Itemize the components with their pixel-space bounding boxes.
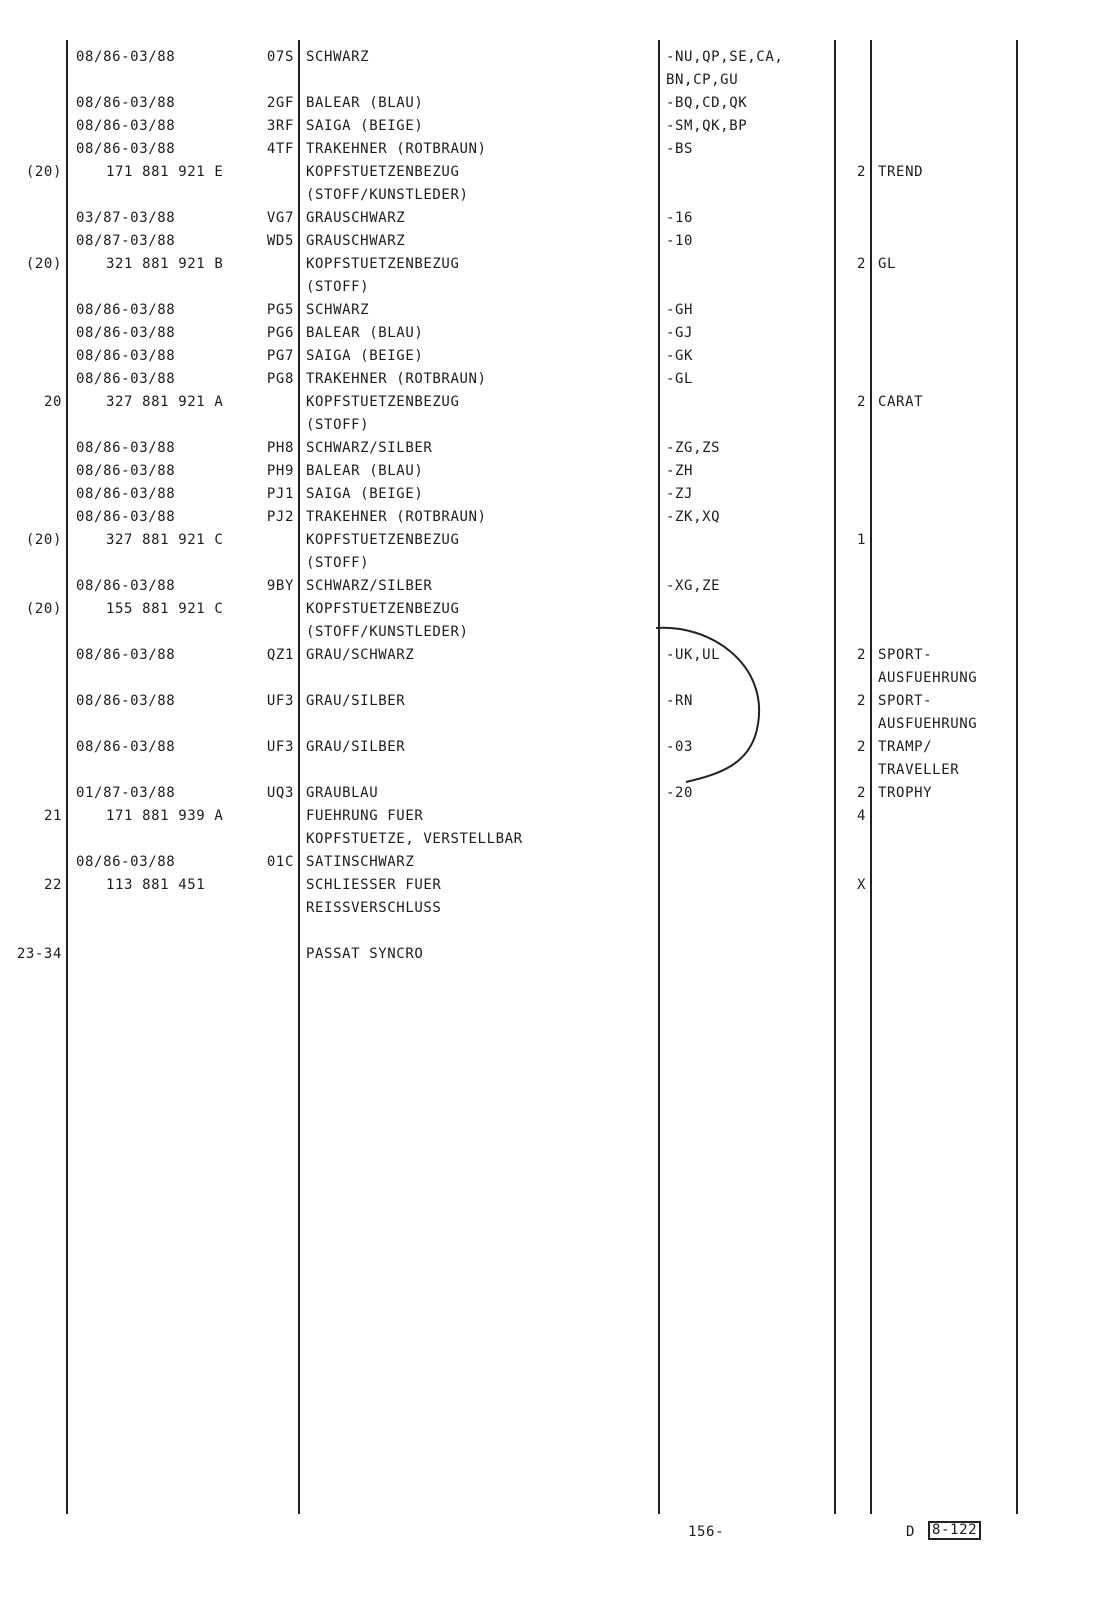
part-description: SCHWARZ/SILBER — [306, 578, 433, 594]
quantity: 4 — [856, 808, 866, 824]
quantity: 2 — [856, 785, 866, 801]
remark: TRAVELLER — [878, 762, 960, 778]
part-description: KOPFSTUETZENBEZUG — [306, 394, 460, 410]
color-code: QZ1 — [266, 647, 294, 663]
validity-dates: 08/86-03/88 — [76, 463, 176, 479]
color-code: PG8 — [266, 371, 294, 387]
part-description: KOPFSTUETZENBEZUG — [306, 532, 460, 548]
part-number: 155 881 921 C — [106, 601, 224, 617]
color-code: 4TF — [266, 141, 294, 157]
part-description: KOPFSTUETZENBEZUG — [306, 601, 460, 617]
equipment-codes: -GK — [666, 348, 694, 364]
equipment-codes: -RN — [666, 693, 694, 709]
remark: TROPHY — [878, 785, 933, 801]
color-code: 2GF — [266, 95, 294, 111]
part-description: GRAU/SCHWARZ — [306, 647, 415, 663]
part-description: BALEAR (BLAU) — [306, 95, 424, 111]
equipment-codes: -SM,QK,BP — [666, 118, 748, 134]
part-number: 327 881 921 A — [106, 394, 224, 410]
equipment-codes: -GH — [666, 302, 694, 318]
color-code: 9BY — [266, 578, 294, 594]
column-divider — [1016, 40, 1018, 1514]
validity-dates: 08/86-03/88 — [76, 302, 176, 318]
validity-dates: 08/86-03/88 — [76, 509, 176, 525]
column-divider — [66, 40, 68, 1514]
part-description: SAIGA (BEIGE) — [306, 486, 424, 502]
equipment-codes: -NU,QP,SE,CA, — [666, 49, 784, 65]
color-code: UQ3 — [266, 785, 294, 801]
position-number: 23-34 — [16, 946, 62, 962]
part-description: GRAU/SILBER — [306, 739, 406, 755]
equipment-codes: -ZK,XQ — [666, 509, 721, 525]
validity-dates: 08/86-03/88 — [76, 348, 176, 364]
position-number: (20) — [25, 256, 62, 272]
color-code: PH9 — [266, 463, 294, 479]
part-description: GRAUSCHWARZ — [306, 210, 406, 226]
validity-dates: 03/87-03/88 — [76, 210, 176, 226]
quantity: 1 — [856, 532, 866, 548]
validity-dates: 08/86-03/88 — [76, 325, 176, 341]
position-number: (20) — [25, 601, 62, 617]
part-description: GRAUBLAU — [306, 785, 379, 801]
position-number: (20) — [25, 164, 62, 180]
equipment-codes: BN,CP,GU — [666, 72, 739, 88]
color-code: PH8 — [266, 440, 294, 456]
equipment-codes: -XG,ZE — [666, 578, 721, 594]
remark: GL — [878, 256, 897, 272]
color-code: 01C — [266, 854, 294, 870]
color-code: WD5 — [266, 233, 294, 249]
equipment-codes: -ZG,ZS — [666, 440, 721, 456]
part-description: SCHWARZ — [306, 302, 370, 318]
quantity: 2 — [856, 256, 866, 272]
validity-dates: 08/86-03/88 — [76, 693, 176, 709]
remark: TRAMP/ — [878, 739, 933, 755]
part-description: TRAKEHNER (ROTBRAUN) — [306, 141, 487, 157]
part-description: KOPFSTUETZENBEZUG — [306, 256, 460, 272]
column-divider — [870, 40, 872, 1514]
position-number: (20) — [25, 532, 62, 548]
remark: AUSFUEHRUNG — [878, 716, 978, 732]
part-description: SAIGA (BEIGE) — [306, 348, 424, 364]
part-description: (STOFF) — [306, 417, 370, 433]
equipment-codes: -BQ,CD,QK — [666, 95, 748, 111]
color-code: 3RF — [266, 118, 294, 134]
validity-dates: 08/86-03/88 — [76, 854, 176, 870]
remark: CARAT — [878, 394, 924, 410]
validity-dates: 08/86-03/88 — [76, 486, 176, 502]
validity-dates: 08/86-03/88 — [76, 371, 176, 387]
part-number: 171 881 939 A — [106, 808, 224, 824]
part-description: (STOFF/KUNSTLEDER) — [306, 187, 469, 203]
equipment-codes: -16 — [666, 210, 694, 226]
part-description: SCHWARZ/SILBER — [306, 440, 433, 456]
part-description: GRAU/SILBER — [306, 693, 406, 709]
part-description: SCHWARZ — [306, 49, 370, 65]
remark: AUSFUEHRUNG — [878, 670, 978, 686]
validity-dates: 08/87-03/88 — [76, 233, 176, 249]
part-description: TRAKEHNER (ROTBRAUN) — [306, 509, 487, 525]
part-description: REISSVERSCHLUSS — [306, 900, 442, 916]
validity-dates: 08/86-03/88 — [76, 95, 176, 111]
color-code: PJ1 — [266, 486, 294, 502]
column-divider — [298, 40, 300, 1514]
equipment-codes: -03 — [666, 739, 694, 755]
validity-dates: 08/86-03/88 — [76, 49, 176, 65]
part-description: KOPFSTUETZE, VERSTELLBAR — [306, 831, 523, 847]
equipment-codes: -10 — [666, 233, 694, 249]
color-code: 07S — [266, 49, 294, 65]
validity-dates: 08/86-03/88 — [76, 141, 176, 157]
quantity: 2 — [856, 647, 866, 663]
equipment-codes: -ZH — [666, 463, 694, 479]
page-number: 156- — [688, 1524, 725, 1540]
part-description: SCHLIESSER FUER — [306, 877, 442, 893]
part-description: (STOFF) — [306, 555, 370, 571]
part-description: SAIGA (BEIGE) — [306, 118, 424, 134]
equipment-codes: -ZJ — [666, 486, 694, 502]
position-number: 21 — [43, 808, 62, 824]
part-description: TRAKEHNER (ROTBRAUN) — [306, 371, 487, 387]
quantity: 2 — [856, 739, 866, 755]
remark: SPORT- — [878, 647, 933, 663]
position-number: 22 — [43, 877, 62, 893]
handwritten-bracket-mark — [650, 624, 770, 794]
validity-dates: 01/87-03/88 — [76, 785, 176, 801]
part-description: PASSAT SYNCRO — [306, 946, 424, 962]
part-description: GRAUSCHWARZ — [306, 233, 406, 249]
validity-dates: 08/86-03/88 — [76, 440, 176, 456]
equipment-codes: -GL — [666, 371, 694, 387]
remark: TREND — [878, 164, 924, 180]
remark: SPORT- — [878, 693, 933, 709]
country-code: D — [906, 1524, 916, 1540]
color-code: PG7 — [266, 348, 294, 364]
color-code: UF3 — [266, 693, 294, 709]
position-number: 20 — [43, 394, 62, 410]
validity-dates: 08/86-03/88 — [76, 578, 176, 594]
part-description: FUEHRUNG FUER — [306, 808, 424, 824]
part-number: 327 881 921 C — [106, 532, 224, 548]
quantity: X — [856, 877, 866, 893]
quantity: 2 — [856, 394, 866, 410]
column-divider — [834, 40, 836, 1514]
color-code: PG5 — [266, 302, 294, 318]
part-description: (STOFF/KUNSTLEDER) — [306, 624, 469, 640]
equipment-codes: -GJ — [666, 325, 694, 341]
quantity: 2 — [856, 164, 866, 180]
part-description: BALEAR (BLAU) — [306, 325, 424, 341]
part-number: 171 881 921 E — [106, 164, 224, 180]
validity-dates: 08/86-03/88 — [76, 118, 176, 134]
equipment-codes: -BS — [666, 141, 694, 157]
color-code: PJ2 — [266, 509, 294, 525]
reference-box: 8-122 — [928, 1521, 981, 1540]
equipment-codes: -UK,UL — [666, 647, 721, 663]
quantity: 2 — [856, 693, 866, 709]
color-code: PG6 — [266, 325, 294, 341]
part-description: SATINSCHWARZ — [306, 854, 415, 870]
part-description: BALEAR (BLAU) — [306, 463, 424, 479]
color-code: UF3 — [266, 739, 294, 755]
validity-dates: 08/86-03/88 — [76, 647, 176, 663]
part-description: KOPFSTUETZENBEZUG — [306, 164, 460, 180]
part-description: (STOFF) — [306, 279, 370, 295]
part-number: 321 881 921 B — [106, 256, 224, 272]
part-number: 113 881 451 — [106, 877, 206, 893]
color-code: VG7 — [266, 210, 294, 226]
equipment-codes: -20 — [666, 785, 694, 801]
validity-dates: 08/86-03/88 — [76, 739, 176, 755]
